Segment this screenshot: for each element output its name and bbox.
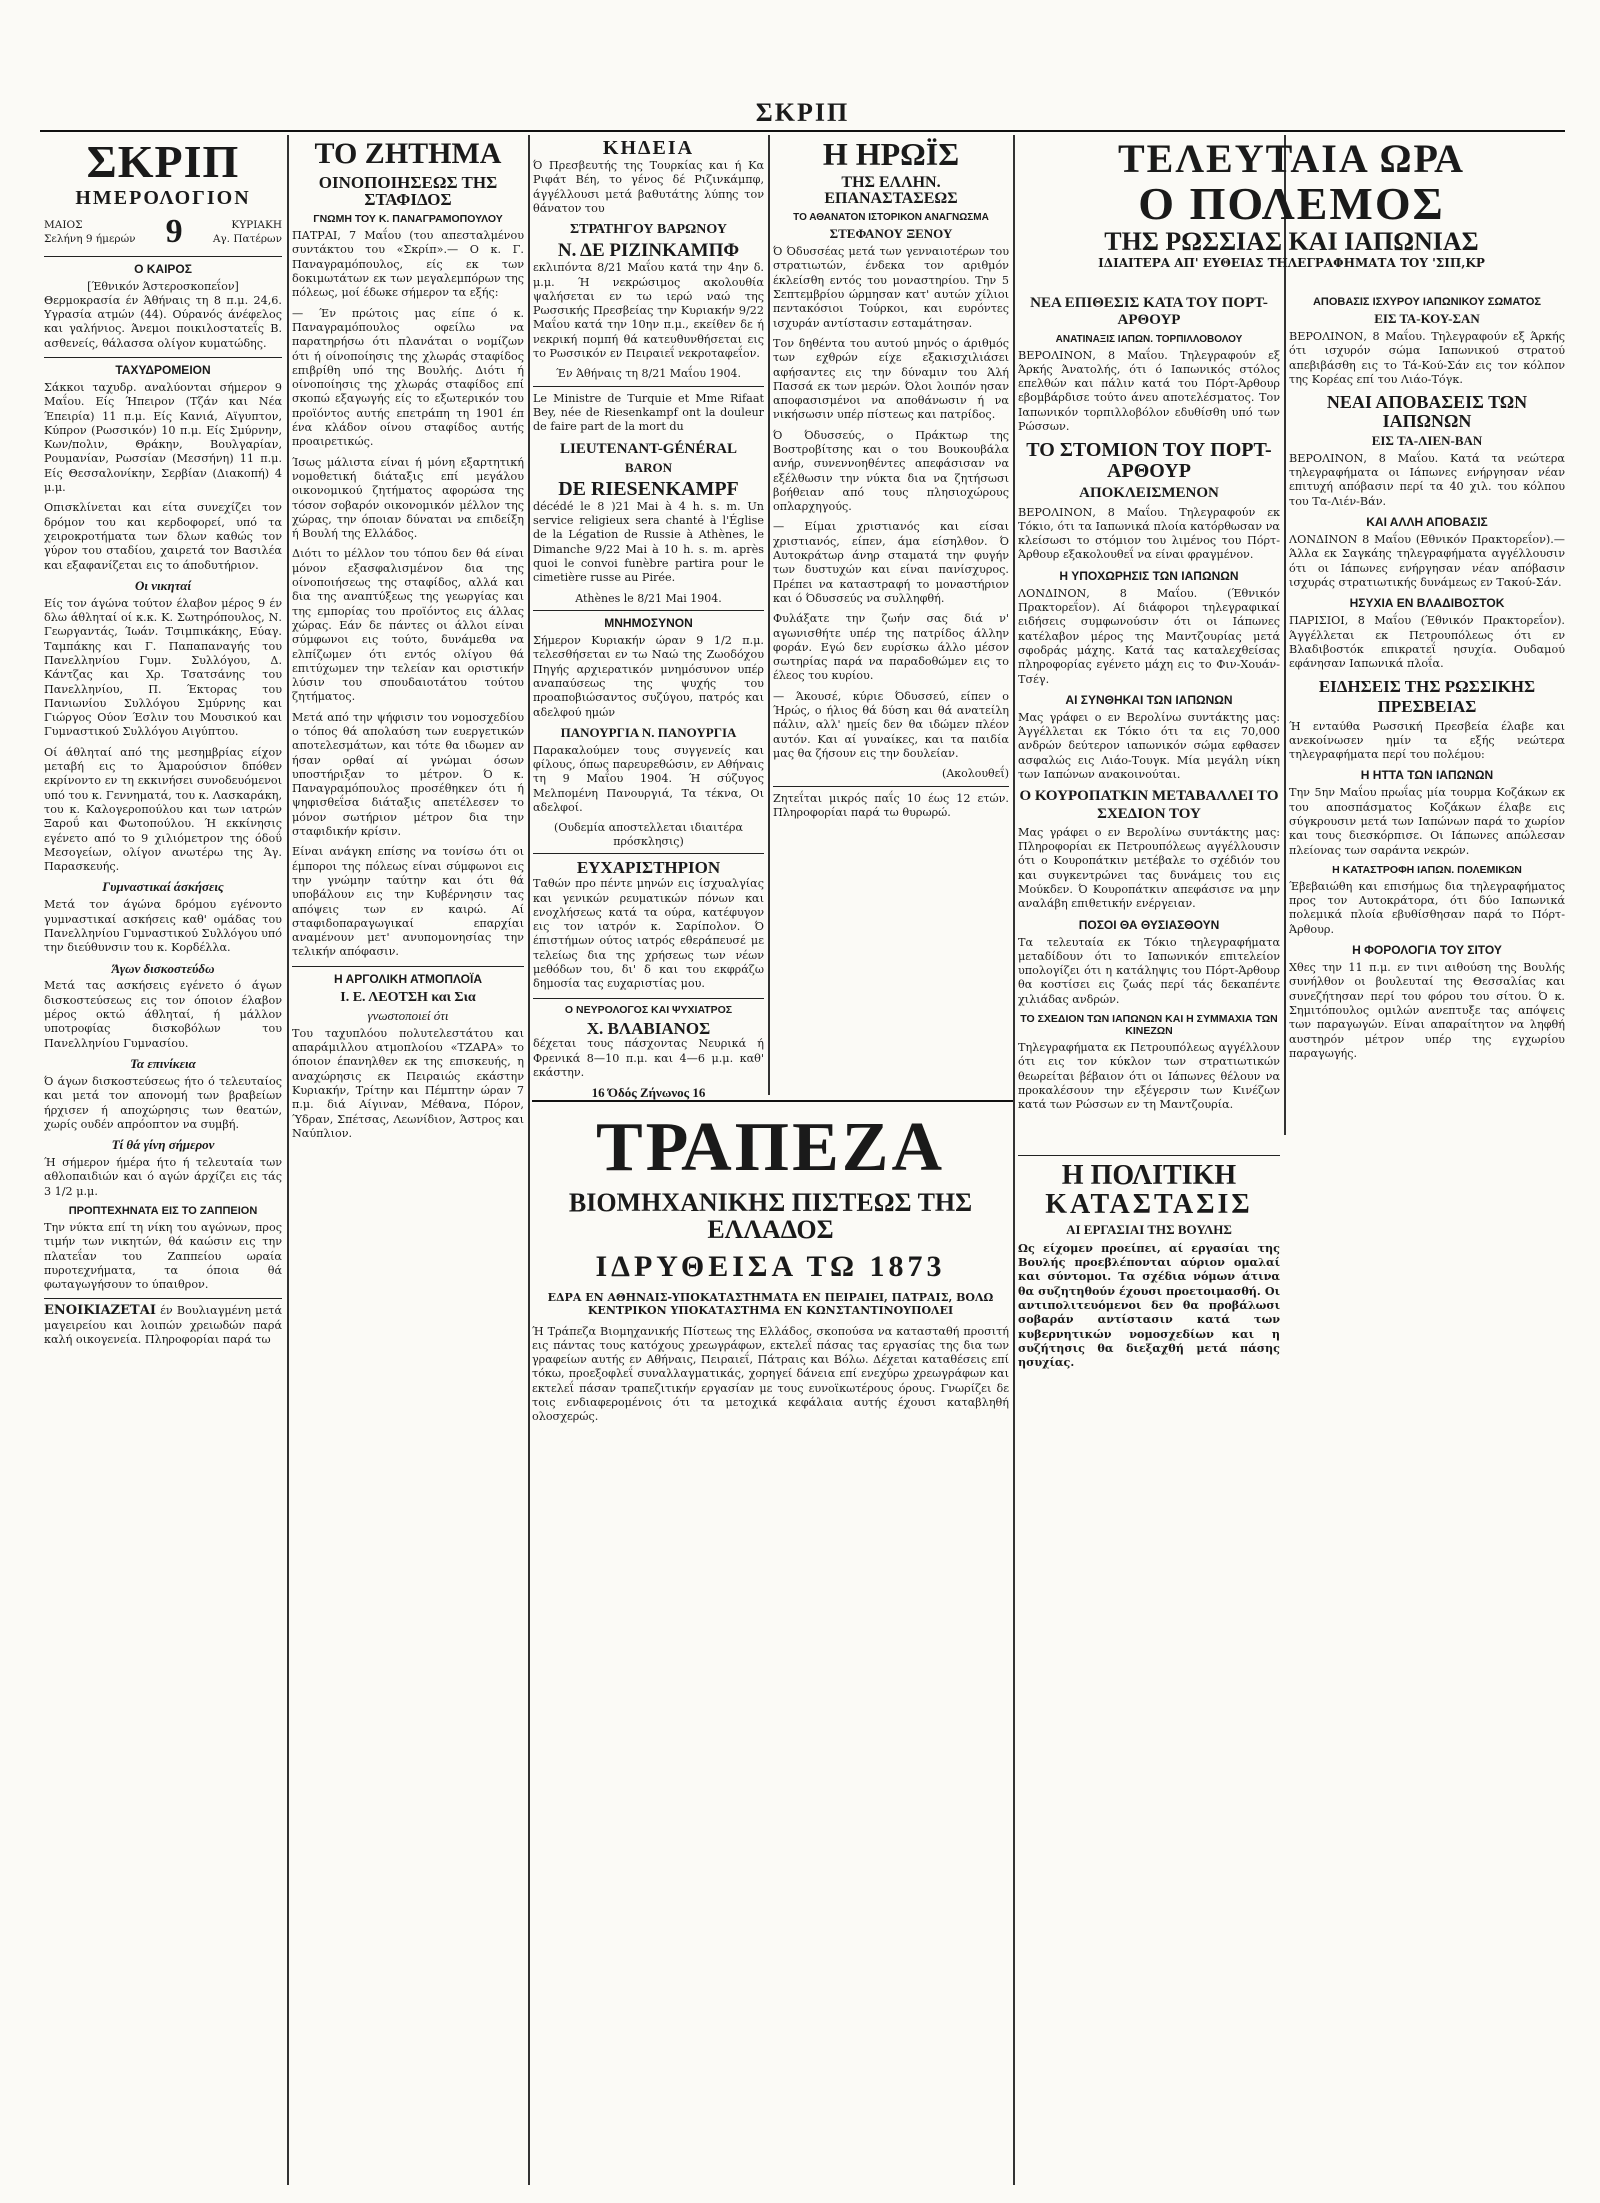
obituary-heading: ΚΗΔΕΙΑ <box>602 138 695 159</box>
article-text: Μετά από την ψήφισιν του νομοσχεδίου ο τόπος θά απολαύση των ευεργετικών αποτελεσμάτων, και τότε θα ιδωμεν αν ήσαν ορθαί αί γνώμαι όσων υποστήριξαν το μέτρον. Ό κ. Παναγραμόπουλος προσέθηκεν ότι ή ψηφισθεΐσα διάταξις απετέλεσεν το μόνον σωτήριον μέτρον δια την σταφιδικήν κρίσιν. <box>292 710 524 839</box>
memorial-note: (Ουδεμία αποστελλεται ιδιαιτέρα πρόσκλησις) <box>554 821 743 848</box>
doctor-address: 16 Όδός Ζήνωνος 16 <box>591 1085 706 1100</box>
news-text: Την 5ην Μαΐου πρωΐας μία τουρμα Κοζάκων εκ του αποσπάσματος Κοζάκων έλαβε εις σύγκρουσιν μετά των Ιαπώνων παρά το χωρίον και τους διεσκόρπισε. Οι Ιάπωνες απώλεσαν πλείονας των σαράντα νεκρών. <box>1289 786 1565 857</box>
discus-heading: Άγων δισκοστεύδω <box>111 960 215 976</box>
thanks-heading: ΕΥΧΑΡΙΣΤΗΡΙΟΝ <box>576 858 721 878</box>
news-text: Έβεβαιώθη και επισήμως δια τηλεγραφήματος προς τον Αυτοκράτορα, ότι δύο Ιαπωνικά πολεμικά πλοία εβυθίσθησαν παρά το Πόρτ-Άρθουρ. <box>1289 879 1565 936</box>
news-text: ΠΑΡΙΣΙΟΙ, 8 Μαΐου (Έθνικόν Πρακτορεΐον). Άγγέλλεται εκ Πετρουπόλεως ότι εν Βλαδιβοστόκ επικρατεΐ ησυχία. Ουδαμού εφάνησαν Ιαπωνικά πλοΐα. <box>1289 614 1565 671</box>
column-divider <box>768 135 770 1095</box>
obituary-rank: ΣΤΡΑΤΗΓΟΥ ΒΑΡΩΝΟΥ <box>570 222 727 238</box>
steamship-company: Ι. Ε. ΛΕΟΤΣΗ και Σια <box>340 989 476 1005</box>
news-text: ΒΕΡΟΛΙΝΟΝ, 8 Μαΐου. Τηλεγραφούν εξ Άρκής ότι ισχυρόν σώμα Ιαπωνικού στρατού απεβιβάσθη εις το Τά-Κού-Σάν εις τον κόλπον της Κορέας επί του Λιάο-Τόγκ. <box>1289 329 1565 386</box>
obituary-date: Έν Άθήναις τη 8/21 Μαΐου 1904. <box>556 367 741 381</box>
serial-author: ΣΤΕΦΑΝΟΥ ΞΕΝΟΥ <box>829 226 953 242</box>
article-text: Ίσως μάλιστα είναι ή μόνη εξαρτητική νομοθετική διάταξις επί μεγάλου οικονομικού ζητήματος αφορώσα της τόσον σοβαρόν οικονομικόν μέλλον της χώρας, την όποιαν δύναται να επιδείξη ή Βουλή της Ελλάδος. <box>292 455 524 541</box>
french-notice-text: Le Ministre de Turquie et Mme Rifaat Bey, née de Riesenkampf ont la douleur de faire part de la mort du <box>533 391 764 434</box>
news-text: Ή ενταύθα Ρωσσική Πρεσβεία έλαβε και ανεκοίνωσεν ημίν τα εξής νεώτερα τηλεγραφήματα περί του πολέμου: <box>1289 719 1565 762</box>
serial-text: Ό Όδυσσέας μετά των γενναιοτέρων του στρατιωτών, ένδεκα τον αριθμόν έκλείσθη εντός του μοναστηρίου. Την 5 Σεπτεμβρίου ώρμησαν κατ' αυτών χίλιοι πεντακόσιοι Τούρκοι, και ευρόντες ισχυράν αντίστασιν εσταμάτησαν. <box>773 245 1009 330</box>
divider <box>44 256 282 257</box>
fireworks-text: Την νύκτα επί τη νίκη του αγώνων, προς τιμήν των νικητών, θά καώσιν εις την πλατεΐαν του Ζαππείου ωραία πυροτεχνήματα, τα όποια θά φωταγωγήσουν το ύπαιθρον. <box>44 1220 282 1292</box>
divider <box>44 357 282 358</box>
french-name: DE RIESENKAMPF <box>558 477 739 500</box>
news-heading: ΑΙ ΣΥΝΘΗΚΑΙ ΤΩΝ ΙΑΠΩΝΩΝ <box>1065 692 1233 707</box>
news-heading: ΝΕΑ ΕΠΙΘΕΣΙΣ ΚΑΤΑ ΤΟΥ ΠΟΡΤ-ΑΡΘΟΥΡ <box>1030 295 1268 329</box>
serial-text: — Είμαι χριστιανός και είσαι χριστιανός, είπεν, άμα είσηλθον. Ό Αυτοκράτωρ άνηρ σταματά την φυγήν των δυστυχών και είναι πανίσχυρος. Πρέπει να καταστραφή το μοναστήριον και ό Όδυσσεύς να συλληφθή. <box>773 520 1009 605</box>
news-text: Τηλεγραφήματα εκ Πετρουπόλεως αγγέλλουν ότι εις τον κύκλον των στρατιωτικών θεωρείται βέβαιον ότι οι Ιάπωνες θέλουν να προκαλέσουν την εξέγερσιν των Κινέζων κατά των Ρώσσων εν τη Μαντζουρία. <box>1018 1041 1280 1112</box>
obituary-text: εκλιπόντα 8/21 Μαΐου κατά την 4ην δ. μ.μ. Ή νεκρώσιμος ακολουθία ψαλήσεται εν τω ιερώ ναώ της Ρωσσικής Πρεσβείας την Κυριακήν 9/22 Μαΐου κατά την 10ην π.μ., εκείθεν δε ή νεκρική πομπή θά κατευθυνθήσεται εις το Ρωσσικόν εν Πειραιεΐ νεκροταφεΐον. <box>533 261 764 360</box>
paper-title: ΣΚΡΙΠ <box>86 138 240 187</box>
news-text: ΒΕΡΟΛΙΝΟΝ, 8 Μαΐου. Τηλεγραφούν εξ Άρκής Άνατολής, ότι ό Ιαπωνικός στόλος επελθών και πάλιν κατά του Πόρτ-Άρθουρ εβομβάρδισε τούτο άνευ αποτελέσματος. Τον Ιαπωνικόν τορπιλλοβόλον εδυθίσθη υπό των Ρώσσων. <box>1018 348 1280 433</box>
news-subheading: ΕΙΣ ΤΑ-ΚΟΥ-ΣΑΝ <box>1374 311 1480 326</box>
date-block <box>44 213 282 251</box>
victory-text: Ό άγων δισκοστεύσεως ήτο ό τελευταίος και μετά τον απονομή των βραβείων ήρχισεν ή αποχώρησις των θεατών, χωρίς ουδέν απρόοπτον να συμβή. <box>44 1074 282 1131</box>
column-war-left <box>1018 292 1280 1142</box>
politics-text: Ως είχομεν προείπει, αί εργασίαι της Βουλής προεβλέπονται αύριον ομαλαί και σύντομοι. Τα σχέδια νόμων άτινα θα συζητηθούν έχουσι προετοιμασθή. Οι αντιπολιτευόμενοι δεν θα προβάλωσι σοβαράν αντίστασιν κατά των κυβερνητικών νομοσχεδίων και η συζήτησις θα διεξαχθή μετά πάσης ησυχίας. <box>1018 1240 1280 1370</box>
thanks-text: Ταθών προ πέντε μηνών εις ίσχυαλγίας και γενικών ρευματικών πόνων και ενοχλήσεως κατά τα ούρα, κατέφυγον εις τον ιατρόν κ. Σαρίπολον. Ό έπιστήμων ούτος ιατρός εθεράπευσέ με τελείως δια της χρήσεως των νέων μεθόδων του, δι' δ και του εκφράζω δημοσία τας ευχαριστίας μου. <box>533 877 764 991</box>
post-heading: ΤΑΧΥΔΡΟΜΕΙΟΝ <box>115 362 211 377</box>
serial-continued: (Ακολουθεΐ) <box>942 767 1009 781</box>
serial-series: ΤΟ ΑΘΑΝΑΤΟΝ ΙΣΤΟΡΙΚΟΝ ΑΝΑΓΝΩΣΜΑ <box>793 212 989 224</box>
winners-text: Είς τον άγώνα τούτον έλαβον μέρος 9 έν δλω άθληταί οί κ.κ. Κ. Σωτηρόπουλος, Ν. Γεωργαντάς, Ίωάν. Τσιμπικάκης, Εύαγ. Ταμπάκης και Γ. Παπαπαναγής του Πανελληνίου Γυμν. Συλλόγου, Δ. Κάντζας και Χρ. Τσατσάνης του Πανελληνίου, Π. Έκτορας του Πανιωνίου Συλλόγου Σμύρνης και Γιώργος Ούον Έσλιν του Μουσικού και Γυμναστικού Συλλόγου Αιγύπτου. <box>44 596 282 739</box>
bank-founded: ΙΔΡΥΘΕΙΣΑ ΤΩ 1873 <box>595 1250 946 1284</box>
politics-heading: Η ΠΟΛΙΤΙΚΗ <box>1061 1160 1237 1191</box>
column-calendar <box>44 138 282 2188</box>
divider <box>533 853 764 854</box>
news-subheading: ΑΝΑΤΙΝΑΞΙΣ ΙΑΠΩΝ. ΤΟΡΠΙΛΛΟΒΟΛΟΥ <box>1055 333 1243 345</box>
day-number: 9 <box>165 213 183 251</box>
memorial-text: Παρακαλούμεν τους συγγενείς και φίλους, όπως παρευρεθώσιν, εν Αθήναις τη 9 Μαΐου 1904. Ή σύζυγος Μελπομένη Πανουργιά, Τα τέκνα, Οι αδελφοί. <box>533 743 764 815</box>
news-heading: ΤΟ ΣΧΕΔΙΟΝ ΤΩΝ ΙΑΠΩΝΩΝ ΚΑΙ Η ΣΥΜΜΑΧΙΑ ΤΩΝ ΚΙΝΕΖΩΝ <box>1020 1013 1278 1038</box>
divider <box>533 998 764 999</box>
article-title: ΤΟ ΖΗΤΗΜΑ <box>314 138 502 170</box>
war-heading: Ο ΠΟΛΕΜΟΣ <box>1138 178 1445 229</box>
news-heading: Η ΦΟΡΟΛΟΓΙΑ ΤΟΥ ΣΙΤΟΥ <box>1352 943 1502 958</box>
news-heading: Η ΚΑΤΑΣΤΡΟΦΗ ΙΑΠΩΝ. ΠΟΛΕΜΙΚΩΝ <box>1332 863 1522 876</box>
serial-text: Τον δηθέντα του αυτού μηνός ο άριθμός των εχθρών είχε εξακισχιλιάσει αφήσαντες εις την δύναμιν του Άλή Πασσά εκ των μερών. Όλοι λοιπόν ησαν αποφασισμένοι να αποθάνωσιν ή να νικήσωσιν υπέρ πίστεως και πατρίδος. <box>773 336 1009 422</box>
news-text: Μας γράφει ο εν Βερολίνω συντάκτης μας: Πληροφορίαι εκ Πετρουπόλεως αγγέλλουσιν ότι ο Κουροπάτκιν μετέβαλε το σχέδιόν του και συγκεντρώνει τας δυνάμεις του εις Μούκδεν. Ό Κουροπάτκιν απεφάσισε να μην αναλάβη επιθετικήν ενέργειαν. <box>1018 825 1280 911</box>
column-politics <box>1018 1150 1280 2190</box>
article-text: Οί άθληταί από της μεσημβρίας είχον μεταβή εις το Άμαρούσιον δπόθεν εκρίνοντο εν τη εκκινήσει συνοδευόμενοι υπό του κ. Γεννηματά, του κ. Λασκαράκη, του κ. Καλογεροπούλου και των ιατρών Ξαροΰ και Φωτοπούλου. Ή εκκίνησις εγένετο από το 9 χιλιόμετρον της όδοΰ Μεσογείων, ολίγον ανωτέρω της Άγ. Παρασκευής. <box>44 745 282 874</box>
article-text: Οπισκλίνεται και είτα συνεχίζει τον δρόμον του και κερδοφορεί, υπό τα χειροκροτήματα των δλων καθώς τον γύρον του σταδίου, χαιρετά τον Βασιλέα και εξαφανίζεται εις το άποδυτήριον. <box>44 501 282 572</box>
victory-heading: Τα επινίκεια <box>130 1055 196 1071</box>
war-source: ΙΔΙΑΙΤΕΡΑ ΑΠ' ΕΥΘΕΙΑΣ ΤΗΛΕΓΡΑΦΗΜΑΤΑ ΤΟΥ 'ΣΙΠ,ΚΡ <box>1098 255 1485 270</box>
politics-subheading: ΑΙ ΕΡΓΑΣΙΑΙ ΤΗΣ ΒΟΥΛΗΣ <box>1066 1221 1232 1237</box>
article-text: Είναι ανάγκη επίσης να τονίσω ότι οι έμποροι της πόλεως είναι σύμφωνοι εις την γνώμην ταύτην και ότι θά υποβάλουν εις την Κυβέρνησιν τας απόψεις των εν καιρώ. Αί σταφιδοπαραγωγικαί επαρχίαι αναμένουν μετ' ανυπομονησίας την τελικήν απόφασιν. <box>292 845 524 959</box>
column-divider <box>528 135 530 2185</box>
divider <box>773 786 1009 787</box>
column-war-right <box>1289 292 1565 2192</box>
news-heading: ΝΕΑΙ ΑΠΟΒΑΣΕΙΣ ΤΩΝ ΙΑΠΩΝΩΝ <box>1326 392 1528 432</box>
memorial-text: Σήμερον Κυριακήν ώραν 9 1/2 π.μ. τελεσθήσεται εν τω Ναώ της Ζωοδόχου Πηγής αρχιερατικόν μνημόσυνον υπέρ αναπαύσεως της ψυχής του προαποβιώσαντος συζύγου, πατρός και αδελφού ημών <box>533 634 764 719</box>
war-between: ΤΗΣ ΡΩΣΣΙΑΣ ΚΑΙ ΙΑΠΩΝΙΑΣ <box>1104 227 1479 257</box>
gymnastics-text: Μετά τον άγώνα δρόμου εγένοντο γυμναστικαί ασκήσεις καθ' ομάδας του Πανελληνίου Γυμναστικού Συλλόγου υπό την διεύθυνσιν του κ. Κορδέλλα. <box>44 898 282 955</box>
news-text: ΛΟΝΔΙΝΟΝ 8 Μαΐου (Εθνικόν Πρακτορεΐον).— Άλλα εκ Σαγκάης τηλεγραφήματα αγγέλλουσιν ότι οι Ιάπωνες ενήργησαν νέαν απόβασιν ισχυράς στρατιωτικής δυνάμεως εν Τακού-Σάν. <box>1289 533 1565 589</box>
news-heading: ΚΑΙ ΑΛΛΗ ΑΠΟΒΑΣΙΣ <box>1366 515 1488 530</box>
column-divider <box>287 135 289 2185</box>
last-hour-heading: ΤΕΛΕΥΤΑΙΑ ΩΡΑ <box>1118 138 1465 181</box>
masthead: ΣΚΡΙΠ <box>755 98 850 127</box>
news-heading: ΗΣΥΧΙΑ ΕΝ ΒΛΑΔΙΒΟΣΤΟΚ <box>1349 596 1505 611</box>
calendar-heading: ΗΜΕΡΟΛΟΓΙΟΝ <box>75 187 251 210</box>
news-subheading: Η ΗΤΤΑ ΤΩΝ ΙΑΠΩΝΩΝ <box>1360 768 1494 783</box>
article-text: — Έν πρώτοις μας είπε ό κ. Παναγραμόπουλος οφείλω να παρατηρήσω ότι πλανάται ο νομίζων ότι ή οίνοποίησις της χλωράς σταφίδος επιβρίθη υπό της Βουλής. Διότι ή οίνοποίησις της χλωράς σταφίδος επί σκοπώ εξαγωγής είς το εξωτερικόν του προϊόντος αυτής επετράπη τη 1901 έπ ένα κλάδον οίνου σταφίδος αυτής προαιρετικώς. <box>292 306 524 449</box>
divider <box>292 966 524 967</box>
classified-heading: ΕΝΟΙΚΙΑΖΕΤΑΙ <box>44 1303 156 1319</box>
steamship-heading: Η ΑΡΓΟΛΙΚΗ ΑΤΜΟΠΛΟΪΑ <box>333 971 483 986</box>
news-heading: ΠΟΣΟΙ ΘΑ ΘΥΣΙΑΣΘΟΥΝ <box>1078 917 1220 932</box>
steamship-note: γνωστοποιεί ότι <box>367 1007 449 1023</box>
news-text: ΒΕΡΟΛΙΝΟΝ, 8 Μαΐου. Κατά τα νεώτερα τηλεγραφήματα οι Ιάπωνες ενήργησαν νέαν επιτυχή απόβασιν περί τα 40 χιλ. του κόλπου του Τα-Λιέν-Βάν. <box>1289 451 1565 508</box>
news-heading: Η ΥΠΟΧΩΡΗΣΙΣ ΤΩΝ ΙΑΠΩΝΩΝ <box>1059 568 1239 583</box>
doctor-name: Χ. ΒΛΑΒΙΑΝΟΣ <box>586 1018 711 1038</box>
opinion-heading: ΓΝΩΜΗ ΤΟΥ Κ. ΠΑΝΑΓΡΑΜΟΠΟΥΛΟΥ <box>313 213 503 226</box>
bank-advert <box>532 1105 1009 2197</box>
news-subheading: ΑΠΟΚΛΕΙΣΜΕΝΟΝ <box>1079 485 1219 502</box>
bank-text: Ή Τράπεζα Βιομηχανικής Πίστεως της Ελλάδος, σκοπούσα να κατασταθή προσιτή εις πάντας τους κατόχους χρεωγράφων, εκτελεΐ πάσας τας εργασίας της δια των γραφείων αυτής εν Αθήναις, Πειραιεΐ, Πάτραις και Βόλω. Δέχεται καταθέσεις επί τόκω, προεξοφλεΐ συναλλαγματικάς, χορηγεί δάνεια επί ενεχύρω χρεωγράφων και εκτελεΐ πάσαν τραπεζιτικήν εργασίαν με τους ευνοϊκωτέρους όρους. Γνωρίζει δε τοις ενδιαφερομένοις ότι τα μετοχικά κεφάλαια αυτής έχουσι καταβληθή ολοσχερώς. <box>532 1324 1009 1424</box>
divider <box>533 610 764 611</box>
news-text: Τα τελευταία εκ Τόκιο τηλεγραφήματα μεταδίδουν ότι το Ιαπωνικόν επιτελείον υπολογίζει ότι η κατάληψις του Πόρτ-Άρθουρ θα κοστίσει εις ζωάς περί τάς δεκαπέντε χιλιάδας ανδρών. <box>1018 935 1280 1006</box>
today-heading: Τί θά γίνη σήμερον <box>111 1137 215 1153</box>
memorial-name: ΠΑΝΟΥΡΓΙΑ Ν. ΠΑΝΟΥΡΓΙΑ <box>560 724 737 740</box>
bank-subtitle: ΒΙΟΜΗΧΑΝΙΚΗΣ ΠΙΣΤΕΩΣ ΤΗΣ ΕΛΛΑΔΟΣ <box>568 1187 973 1244</box>
divider <box>44 1298 282 1299</box>
doctor-text: δέχεται τους πάσχοντας Νευρικά ή Φρενικά 8—10 π.μ. και 4—6 μ.μ. καθ' εκάστην. <box>533 1037 764 1080</box>
serial-subtitle: ΤΗΣ ΕΛΛΗΝ. ΕΠΑΝΑΣΤΑΣΕΩΣ <box>824 173 958 208</box>
obituary-name: Ν. ΔΕ ΡΙΖΙΝΚΑΜΠΦ <box>557 240 740 262</box>
serial-text: — Άκουσέ, κύριε Όδυσσεύ, είπεν ο Ήρώς, ο ήλιος θά δύση και θά ανατείλη πάλιν, αλλ' ημείς δεν θα ιδώμεν πλέον αυτόν. Και αί γυναίκες, και τα παιδία μας θα ζήσουν εις την δουλείαν. <box>773 689 1009 760</box>
weekday-label: ΚΥΡΙΑΚΗ <box>231 219 282 232</box>
news-subheading: ΕΙΣ ΤΑ-ΛΙΕΝ-ΒΑΝ <box>1371 432 1483 448</box>
weather-source: [Έθνικόν Άστεροσκοπεΐον] <box>87 280 239 294</box>
weather-text: Θερμοκρασία έν Άθήναις τη 8 π.μ. 24,6. Υγρασία ατμών (44). Ούρανός άνέφελος και γαλήνιος. Άνεμοι ποικιλοστατεΐς Β. ασθενείς, θάλασσα ολίγον κυματώδης. <box>44 293 282 350</box>
memorial-heading: ΜΝΗΜΟΣΥΝΟΝ <box>604 616 693 631</box>
weather-heading: Ο ΚΑΙΡΟΣ <box>134 262 192 277</box>
news-text: ΒΕΡΟΛΙΝΟΝ, 8 Μαΐου. Τηλεγραφούν εκ Τόκιο, ότι τα Ιαπωνικά πλοία κατόρθωσαν να κλείσωσι το στόμιον του λιμένος του Πόρτ-Άρθουρ εξακολουθεΐ να είναι φραγμένον. <box>1018 505 1280 562</box>
news-text: Μας γράφει ο εν Βερολίνω συντάκτης μας: Άγγέλλεται εκ Τόκιο ότι τα εις 70,000 ανδρών δεύτερον ιαπωνικόν σώμα εφθασεν ασφαλώς εις Λιάο-Τουγκ. Μία μεγάλη νίκη των Ιαπώνων ανακοινούται. <box>1018 710 1280 781</box>
gymnastics-heading: Γυμναστικαί άσκήσεις <box>102 879 224 895</box>
moon-label: Σελήνη 9 ήμερών <box>44 233 136 246</box>
article-subtitle: ΟΙΝΟΠΟΙΗΣΕΩΣ ΤΗΣ ΣΤΑΦΙΔΟΣ <box>318 172 498 210</box>
column-serial <box>773 138 1009 1100</box>
french-rank: LIEUTENANT-GÉNÉRAL <box>560 440 737 457</box>
war-header <box>1018 138 1565 288</box>
doctor-heading: Ο ΝΕΥΡΟΛΟΓΟΣ ΚΑΙ ΨΥΧΙΑΤΡΟΣ <box>564 1003 733 1016</box>
month-label: ΜΑΙΟΣ <box>44 219 83 232</box>
top-rule <box>40 130 1565 132</box>
bank-rule <box>532 1100 1013 1102</box>
news-heading: ΤΟ ΣΤΟΜΙΟΝ ΤΟΥ ΠΟΡΤ-ΑΡΘΟΥΡ <box>1026 439 1272 483</box>
bank-title: ΤΡΑΠΕΖΑ <box>595 1109 946 1186</box>
serial-text: Ό Όδυσσεύς, ο Πράκτωρ της Βοστροβίτσης και ο του Βουκουβάλα ανήρ, συνεννοηθέντες απεφάσισαν να εξέλθωσιν την νύκτα δια να ζητήσωσι βοήθειαν από τους πλησιοχώρους οπλαρχηγούς. <box>773 428 1009 514</box>
serial-title: Η ΗΡΩΪΣ <box>822 138 960 172</box>
news-text: Χθες την 11 π.μ. εν τινι αιθούση της Βουλής συνήλθον οι βουλευταί της Θεσσαλίας και συνεζήτησαν περί του φόρου του σίτου. Ό κ. Σημιτόπουλος ομιλών ανεπτυξε τας απόψεις των παραγωγών. Είναι απαραίτητον να ληφθή αυστηρόν μέτρον υπέρ της εγχωρίου παραγωγής. <box>1289 961 1565 1060</box>
politics-heading: ΚΑΤΑΣΤΑΣΙΣ <box>1045 1189 1253 1221</box>
divider <box>1018 1155 1280 1156</box>
serial-text: Φυλάξατε την ζωήν σας διά ν' αγωνισθήτε υπέρ της πατρίδος άλλην φοράν. Εγώ δεν ευρίσκω άλλο μέσον σωτηρίας παρά να παραδοθώμεν εις το έλεος του κυρίου. <box>773 612 1009 683</box>
news-heading: ΑΠΟΒΑΣΙΣ ΙΣΧΥΡΟΥ ΙΑΠΩΝΙΚΟΥ ΣΩΜΑΤΟΣ <box>1312 296 1542 308</box>
winners-heading: Οι νικηταί <box>134 577 192 593</box>
saint-label: Αγ. Πατέρων <box>212 233 282 246</box>
french-date: Athènes le 8/21 Mai 1904. <box>575 591 722 605</box>
fireworks-heading: ΠΡΟΠΤΕΧΗΝΑΤΑ ΕΙΣ ΤΟ ΖΑΠΠΕΙΟΝ <box>68 1204 258 1217</box>
column-notices <box>533 138 764 1100</box>
bank-branches: ΕΔΡΑ ΕΝ ΑΘΗΝΑΙΣ-ΥΠΟΚΑΤΑΣΤΗΜΑΤΑ ΕΝ ΠΕΙΡΑΙΕΙ, ΠΑΤΡΑΙΣ, ΒΟΛΩ <box>547 1290 994 1304</box>
column-divider <box>1013 135 1015 2185</box>
steamship-text: Του ταχυπλόου πολυτελεστάτου και απαράμιλλου ατμοπλοίου «ΤΖΑΡΑ» το όποιον έπανηλθεν εκ της επισκευής, η αναχώρησις εκ Πειραιώς εκάστην Κυριακήν, Τρίτην και Πέμπτην ώραν 7 π.μ. διά Αίγιναν, Μέθανα, Πόρον, Ύδραν, Σπέτσας, Λεωνίδιον, Άστρος και Ναύπλιον. <box>292 1026 524 1140</box>
article-dateline: ΠΑΤΡΑΙ, 7 Μαΐου (του απεσταλμένου συντάκτου του «Σκρίπ».— Ο κ. Γ. Παναγραμόπουλος, είς εκ των δοκιμωτάτων εκ των μεγαλεμπόρων της πόλεως, μοί έδωκε σήμερον τα εξής: <box>292 229 524 300</box>
column-raisin-question <box>292 138 524 2188</box>
bank-branches: ΚΕΝΤΡΙΚΟΝ ΥΠΟΚΑΤΑΣΤΗΜΑ ΕΝ ΚΩΝΣΤΑΝΤΙΝΟΥΠΟΛΕΙ <box>587 1303 954 1317</box>
news-heading: Ο ΚΟΥΡΟΠΑΤΚΙΝ ΜΕΤΑΒΑΛΛΕΙ ΤΟ ΣΧΕΔΙΟΝ ΤΟΥ <box>1019 788 1279 822</box>
divider <box>533 386 764 387</box>
today-text: Ή σήμερον ήμέρα ήτο ή τελευταία των αθλοπαιδιών και ό αγών άρχίζει εις τάς 3 1/2 μ.μ. <box>44 1156 282 1198</box>
classified-text: έν Βουλιαγμένη μετά μαγειρείου και λοιπών χρειωδών παρά καλή οικογενεία. Πληροφορίαι παρά τω <box>44 1304 282 1346</box>
news-heading: ΕΙΔΗΣΕΙΣ ΤΗΣ ΡΩΣΣΙΚΗΣ ΠΡΕΣΒΕΙΑΣ <box>1318 677 1536 716</box>
news-text: ΛΟΝΔΙΝΟΝ, 8 Μαΐου. (Έθνικόν Πρακτορεΐον). Αί διάφοροι τηλεγραφικαί ειδήσεις συμφωνούσιν ότι οι Ιάπωνες κατέλαβον μέρος της Μαντζουρίας μετά σφοδράς μάχης. Κατά τας καταλεχθείσας πληροφορίας εγένετο μάχη εις το Φιν-Χουάν-Τσέγ. <box>1018 586 1280 686</box>
obituary-text: Ό Πρεσβευτής της Τουρκίας και ή Κα Ριφάτ Βέη, το γένος δέ Ριζινκάμπφ, άγγέλλουσι μετά βαθυτάτης λύπης τον θάνατον του <box>533 159 764 215</box>
french-title: BARON <box>625 459 672 475</box>
post-text: Σάκκοι ταχυδρ. αναλύονται σήμερον 9 Μαΐου. Είς Ήπειρον (Τζάν και Νέα Έπειρία) 11 π.μ. Είς Κανιά, Αϊγυπτον, Κύπρον (Ρωσσικόν) 10 π.μ. Είς Σμύρνην, Κων/πολιν, Θράκην, Βουλγαρίαν, Ρουμανίαν, Ρωσσίαν (Μεσσήνη) 11 π.μ. Είς Θεσσαλονίκην, Σερβίαν (Διακοπή) 4 μ.μ. <box>44 380 282 495</box>
discus-text: Μετά τας ασκήσεις εγένετο ό άγων δισκοστεύσεως εις τον όποιον έλαβον μέρος οκτώ άθληταί, ή μάλλον υποτροφίας δισκοβόλων του Πανελληνίου Γυμνασίου. <box>44 979 282 1050</box>
wanted-ad: Ζητεΐται μικρός παΐς 10 έως 12 ετών. Πληροφορίαι παρά τω θυρωρώ. <box>773 791 1009 820</box>
french-notice-text: décédé le 8 )21 Mai à 4 h. s. m. Un service religieux sera chanté à l'Église de la Légation de Russie à Athènes, le Dimanche 9/22 Mai à 10 h. s. m. après quoi le convoi funèbre partira pour le cimetière russe au Pirée. <box>533 499 764 585</box>
article-text: Διότι το μέλλον του τόπου δεν θά είναι μόνον εξασφαλισμένον δια της οίνοποιήσεως της σταφίδος, αλλά και δια της αναπτύξεως της γεωργίας και της εμπορίας του προϊόντος εις άλλας χώρας. Εάν δε πάντες οι άλλοι είναι σύμφωνοι εις τούτο, δυνάμεθα να ελπίζωμεν ότι εντός ολίγου θά επιτύχωμεν την τελείαν και οριστικήν λύσιν του σπουδαιοτάτου τούτου ζητήματος. <box>292 547 524 704</box>
